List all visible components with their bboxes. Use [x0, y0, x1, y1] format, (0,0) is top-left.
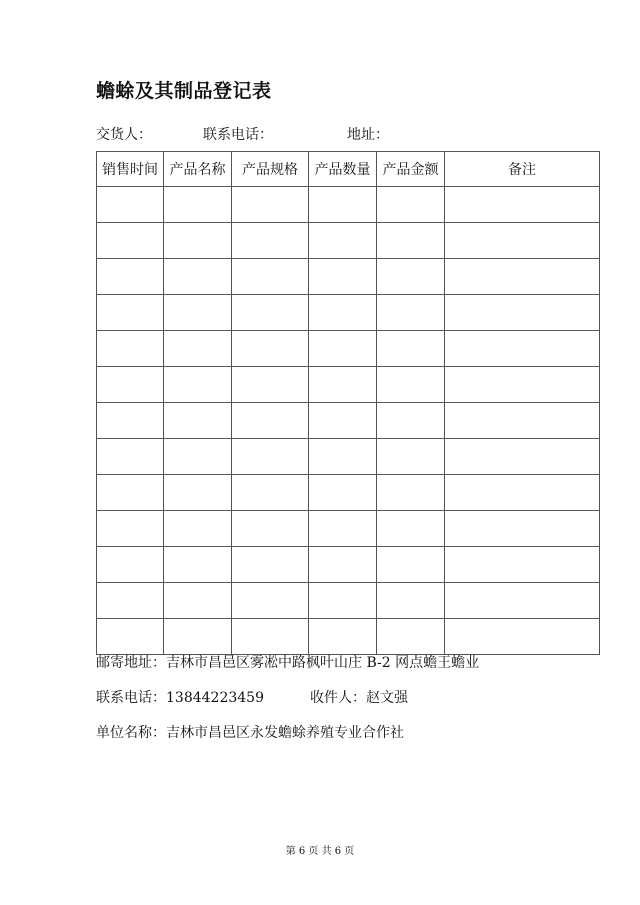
- table-cell: [445, 547, 600, 583]
- table-cell: [309, 439, 377, 475]
- table-cell: [164, 403, 232, 439]
- table-cell: [97, 223, 164, 259]
- table-cell: [377, 619, 445, 655]
- table-cell: [232, 331, 309, 367]
- table-cell: [309, 583, 377, 619]
- table-cell: [377, 439, 445, 475]
- table-cell: [97, 511, 164, 547]
- table-cell: [445, 511, 600, 547]
- document-title: 蟾蜍及其制品登记表: [96, 80, 272, 102]
- table-row: [97, 187, 600, 223]
- table-cell: [309, 259, 377, 295]
- column-header-product-name: 产品名称: [164, 152, 232, 187]
- table-cell: [97, 475, 164, 511]
- column-header-sale-time: 销售时间: [97, 152, 164, 187]
- column-header-remarks: 备注: [445, 152, 600, 187]
- table-row: [97, 583, 600, 619]
- table-cell: [309, 403, 377, 439]
- table-cell: [445, 583, 600, 619]
- table-row: [97, 403, 600, 439]
- table-cell: [232, 583, 309, 619]
- table-cell: [164, 259, 232, 295]
- table-cell: [97, 403, 164, 439]
- page-indicator: 第 6 页 共 6 页: [285, 846, 355, 857]
- table-cell: [97, 295, 164, 331]
- table-row: [97, 223, 600, 259]
- table-cell: [309, 223, 377, 259]
- table-cell: [164, 511, 232, 547]
- table-cell: [377, 367, 445, 403]
- table-cell: [232, 511, 309, 547]
- table-cell: [309, 331, 377, 367]
- table-row: [97, 511, 600, 547]
- table-cell: [164, 187, 232, 223]
- table-cell: [377, 259, 445, 295]
- column-header-product-spec: 产品规格: [232, 152, 309, 187]
- table-cell: [97, 187, 164, 223]
- table-cell: [445, 619, 600, 655]
- receiver: 收件人：赵文强: [309, 690, 408, 706]
- column-header-product-amount: 产品金额: [377, 152, 445, 187]
- unit-name: 单位名称：吉林市昌邑区永发蟾蜍养殖专业合作社: [96, 725, 404, 741]
- table-cell: [445, 187, 600, 223]
- table-cell: [377, 295, 445, 331]
- table-row: [97, 475, 600, 511]
- table-row: [97, 295, 600, 331]
- table-cell: [97, 331, 164, 367]
- table-cell: [164, 547, 232, 583]
- table-cell: [97, 583, 164, 619]
- table-cell: [164, 367, 232, 403]
- table-cell: [164, 475, 232, 511]
- table-cell: [232, 259, 309, 295]
- table-cell: [309, 187, 377, 223]
- table-cell: [309, 547, 377, 583]
- table-cell: [445, 331, 600, 367]
- table-cell: [232, 187, 309, 223]
- shipper-label: 交货人：: [96, 127, 152, 143]
- table-cell: [377, 511, 445, 547]
- table-cell: [164, 583, 232, 619]
- table-cell: [164, 439, 232, 475]
- table-cell: [445, 403, 600, 439]
- table-cell: [232, 547, 309, 583]
- contact-phone: 联系电话：13844223459: [96, 690, 264, 706]
- table-cell: [377, 547, 445, 583]
- table-cell: [309, 511, 377, 547]
- table-cell: [97, 547, 164, 583]
- table-cell: [309, 475, 377, 511]
- table-cell: [445, 367, 600, 403]
- table-cell: [445, 295, 600, 331]
- registration-table: [96, 151, 600, 655]
- table-cell: [232, 439, 309, 475]
- table-cell: [445, 223, 600, 259]
- table-header-row: [97, 152, 600, 187]
- table-cell: [97, 439, 164, 475]
- table-cell: [164, 295, 232, 331]
- table-cell: [164, 331, 232, 367]
- table-cell: [232, 223, 309, 259]
- table-cell: [377, 475, 445, 511]
- table-cell: [377, 187, 445, 223]
- table-cell: [232, 475, 309, 511]
- phone-label: 联系电话：: [203, 127, 273, 143]
- table-cell: [377, 403, 445, 439]
- table-row: [97, 439, 600, 475]
- table-cell: [97, 619, 164, 655]
- table-cell: [164, 619, 232, 655]
- table-cell: [445, 259, 600, 295]
- table-cell: [445, 439, 600, 475]
- column-header-product-quantity: 产品数量: [309, 152, 377, 187]
- table-cell: [164, 223, 232, 259]
- table-cell: [97, 367, 164, 403]
- table-cell: [232, 367, 309, 403]
- table-cell: [309, 367, 377, 403]
- table-cell: [377, 583, 445, 619]
- table-row: [97, 619, 600, 655]
- table-cell: [232, 619, 309, 655]
- table-row: [97, 331, 600, 367]
- table-cell: [377, 223, 445, 259]
- table-row: [97, 547, 600, 583]
- table-cell: [232, 403, 309, 439]
- table-cell: [97, 259, 164, 295]
- table-cell: [309, 295, 377, 331]
- table-cell: [445, 475, 600, 511]
- table-row: [97, 367, 600, 403]
- table-cell: [232, 295, 309, 331]
- table-row: [97, 259, 600, 295]
- table-cell: [377, 331, 445, 367]
- contact-line: [96, 687, 408, 707]
- table-cell: [309, 619, 377, 655]
- address-label: 地址：: [347, 127, 389, 143]
- mail-address: 邮寄地址：吉林市昌邑区雾凇中路枫叶山庄 B-2 网点蟾王蟾业: [96, 655, 480, 671]
